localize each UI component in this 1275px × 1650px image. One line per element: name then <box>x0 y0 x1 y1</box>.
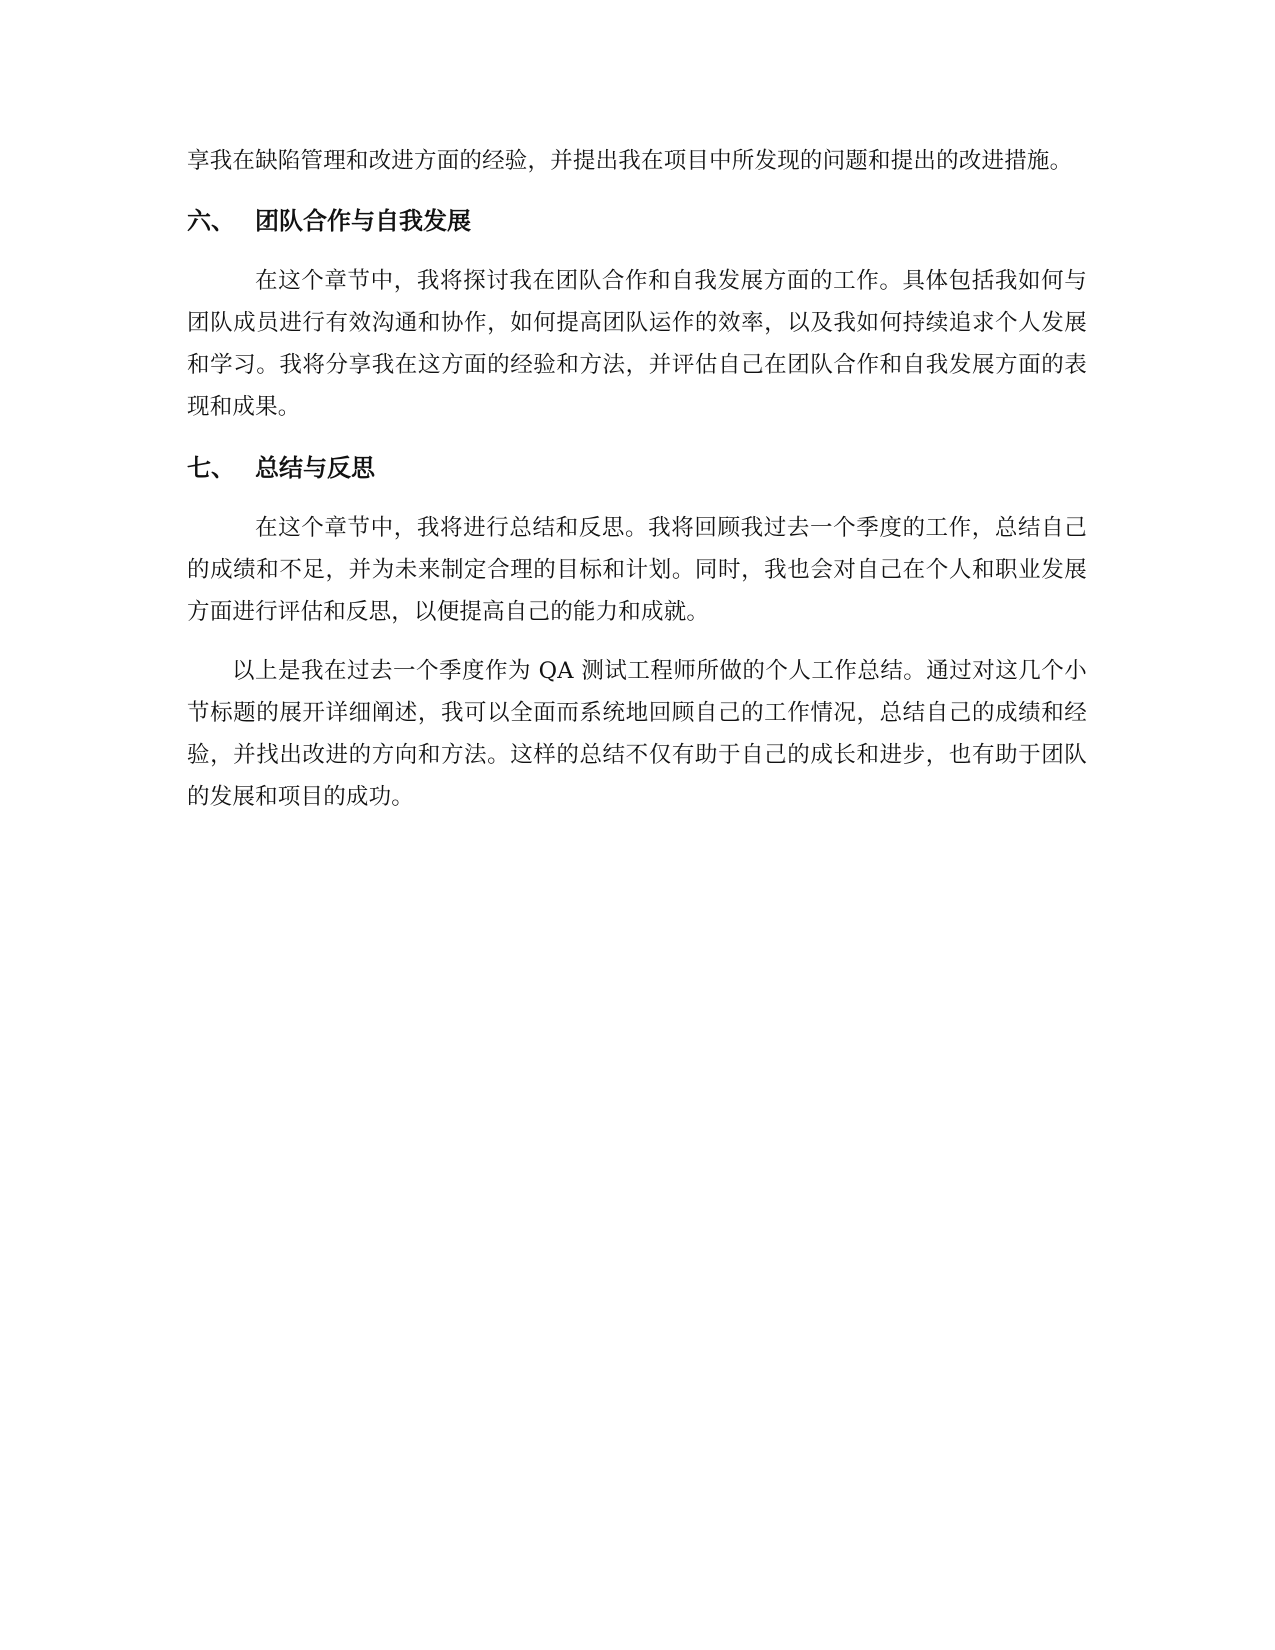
section-seven-number: 七、 <box>187 454 235 482</box>
section-seven-heading <box>187 446 1087 490</box>
section-seven-title: 总结与反思 <box>255 454 375 482</box>
document-page <box>187 140 1087 818</box>
section-six-title: 团队合作与自我发展 <box>255 207 471 235</box>
section-six-body: 在这个章节中，我将探讨我在团队合作和自我发展方面的工作。具体包括我如何与团队成员进行有效沟通和协作，如何提高团队运作的效率，以及我如何持续追求个人发展和学习。我将分享我在这方面的经验和方法，并评估自己在团队合作和自我发展方面的表现和成果。 <box>187 268 1087 420</box>
section-six-number: 六、 <box>187 207 235 235</box>
section-six-heading <box>187 199 1087 243</box>
closing-paragraph: 以上是我在过去一个季度作为 QA 测试工程师所做的个人工作总结。通过对这几个小节标题的展开详细阐述，我可以全面而系统地回顾自己的工作情况，总结自己的成绩和经验，并找出改进的方向和方法。这样的总结不仅有助于自己的成长和进步，也有助于团队的发展和项目的成功。 <box>187 658 1087 810</box>
section-seven-body: 在这个章节中，我将进行总结和反思。我将回顾我过去一个季度的工作，总结自己的成绩和不足，并为未来制定合理的目标和计划。同时，我也会对自己在个人和职业发展方面进行评估和反思，以便提高自己的能力和成就。 <box>187 515 1087 625</box>
intro-paragraph: 享我在缺陷管理和改进方面的经验，并提出我在项目中所发现的问题和提出的改进措施。 <box>187 148 1073 174</box>
